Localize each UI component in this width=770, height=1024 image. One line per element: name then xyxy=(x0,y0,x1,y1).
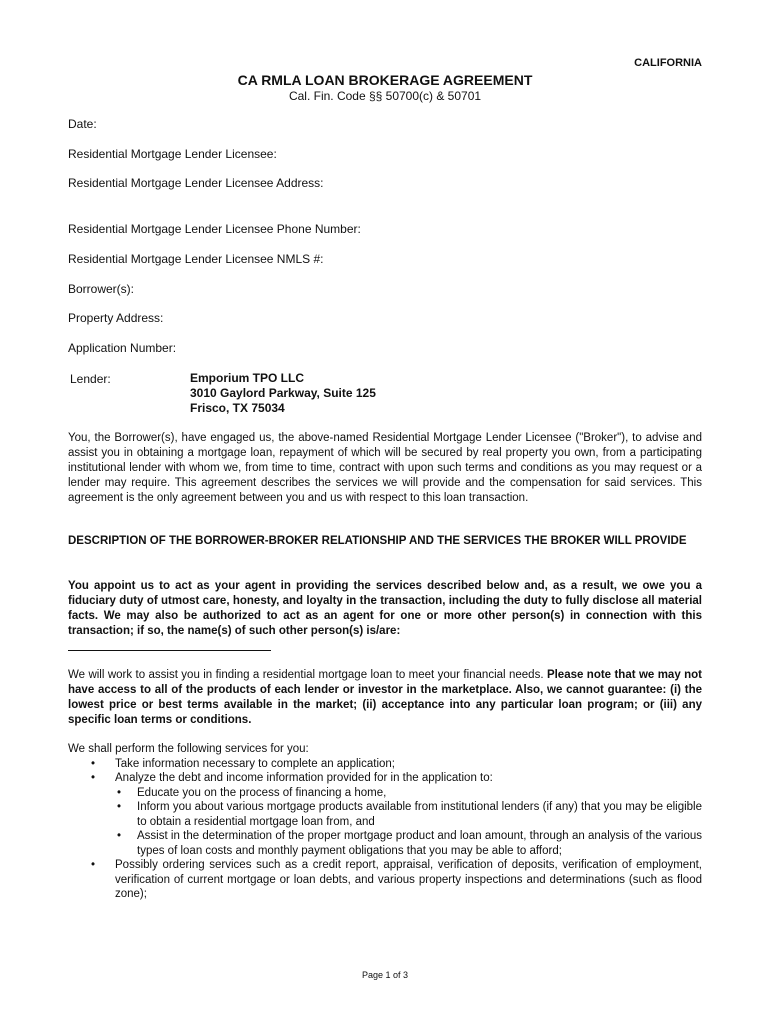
services-section xyxy=(68,742,702,902)
signature-line xyxy=(68,650,271,651)
licensee-nmls-field: Residential Mortgage Lender Licensee NMLS #: xyxy=(68,252,324,266)
list-item-text: Analyze the debt and income information provided for in the application to: xyxy=(115,772,493,784)
licensee-address-field: Residential Mortgage Lender Licensee Address: xyxy=(68,176,324,190)
list-item: • Take information necessary to complete an application; xyxy=(115,757,702,772)
list-item: • Possibly ordering services such as a credit report, appraisal, verification of deposits, verification of employment, verification of current mortgage or loan debts, and various property inspections and determinations (such as flood zone); xyxy=(115,858,702,902)
date-field: Date: xyxy=(68,117,97,131)
services-sublist xyxy=(115,786,702,859)
lender-address-line1: 3010 Gaylord Parkway, Suite 125 xyxy=(190,386,376,400)
assist-paragraph-normal: We will work to assist you in finding a residential mortgage loan to meet your financial needs. xyxy=(68,669,547,681)
sublist-item: • Inform you about various mortgage products available from institutional lenders (if any) that you may be eligible to obtain a residential mortgage loan from, and xyxy=(137,800,702,829)
section-heading: DESCRIPTION OF THE BORROWER-BROKER RELATIONSHIP AND THE SERVICES THE BROKER WILL PROVIDE xyxy=(68,535,687,547)
assist-paragraph-bold: Please note that we may not have access to all of the products of each lender or investor in the marketplace. Also, we cannot guarantee: (i) the lowest price or best terms available in the market; (ii) acceptance into any particular loan program; or (iii) any specific loan terms or conditions. xyxy=(68,669,702,726)
licensee-phone-field: Residential Mortgage Lender Licensee Phone Number: xyxy=(68,222,361,236)
document-title: CA RMLA LOAN BROKERAGE AGREEMENT xyxy=(237,72,533,88)
borrowers-field: Borrower(s): xyxy=(68,282,135,296)
document-subtitle: Cal. Fin. Code §§ 50700(c) & 50701 xyxy=(288,89,482,103)
lender-name: Emporium TPO LLC xyxy=(190,371,304,385)
lender-address-line2: Frisco, TX 75034 xyxy=(190,401,285,415)
services-intro: We shall perform the following services for you: xyxy=(68,743,309,755)
application-number-field: Application Number: xyxy=(68,341,177,355)
licensee-field: Residential Mortgage Lender Licensee: xyxy=(68,147,277,161)
intro-paragraph: You, the Borrower(s), have engaged us, the above-named Residential Mortgage Lender Licensee ("Broker"), to advise and assist you in obtaining a mortgage loan, repayment of which will be secured by real property you own, from a participating institutional lender with whom we, from time to time, contract with upon such terms and conditions as you may request or a lender may require. This agreement describes the services we will provide and the compensation for said services. This agreement is the only agreement between you and us with respect to this loan transaction. xyxy=(68,432,702,504)
page-number: Page 1 of 3 xyxy=(361,970,409,980)
agent-paragraph: You appoint us to act as your agent in providing the services described below and, as a result, we owe you a fiduciary duty of utmost care, honesty, and loyalty in the transaction, including the duty to fully disclose all material facts. We may also be authorized to act as an agent for one or more other person(s) in connection with this transaction; if so, the name(s) of such other person(s) is/are: xyxy=(68,580,702,637)
state-label: CALIFORNIA xyxy=(634,57,702,69)
lender-info xyxy=(190,371,376,416)
services-list xyxy=(68,757,702,902)
assist-paragraph xyxy=(68,668,702,728)
lender-label: Lender: xyxy=(70,372,111,386)
list-item xyxy=(115,771,702,858)
sublist-item: • Assist in the determination of the proper mortgage product and loan amount, through an analysis of the various types of loan costs and monthly payment obligations that you may be able to afford; xyxy=(137,829,702,858)
sublist-item: • Educate you on the process of financing a home, xyxy=(137,786,702,801)
property-address-field: Property Address: xyxy=(68,311,164,325)
